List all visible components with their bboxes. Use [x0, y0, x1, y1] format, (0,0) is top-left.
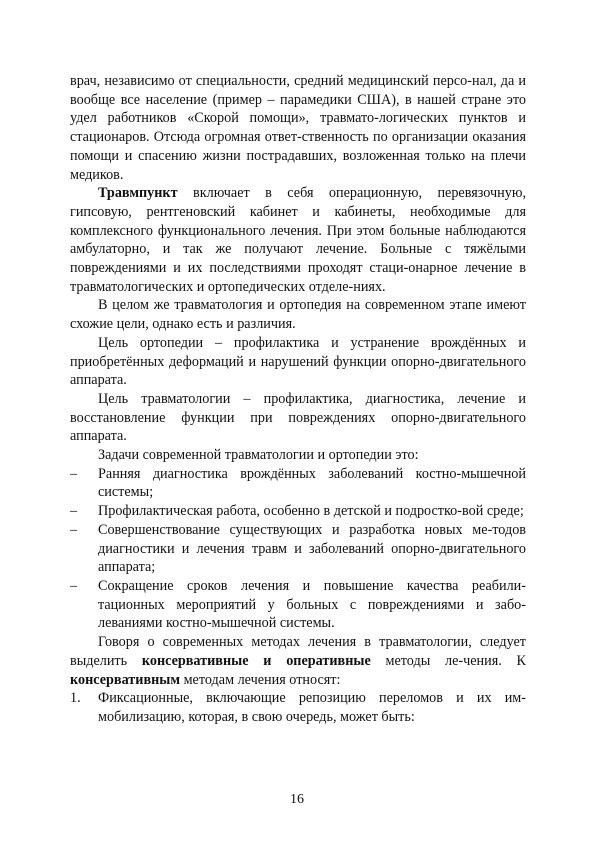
- list-item-text: Совершенствование существующих и разработка новых ме-тодов диагностики и лечения травм и заболеваний опорно-двигательного аппарата;: [98, 521, 526, 576]
- list-item: [70, 577, 526, 633]
- list-item: [70, 521, 526, 577]
- paragraph-treatment-methods: [70, 633, 526, 689]
- paragraph-text-part: методам лечения относят:: [180, 671, 341, 688]
- paragraph-trauma-center: [70, 184, 526, 296]
- paragraph-tasks-intro: Задачи современной травматологии и ортопедии это:: [98, 447, 419, 464]
- tasks-list: [70, 465, 526, 633]
- paragraph-orthopedics-goal: Цель ортопедии – профилактика и устранение врождённых и приобретённых деформаций и нарушений функции опорно-двигательного аппарата.: [70, 334, 526, 389]
- paragraph-text-part: Говоря о современных методах лечения в травматологии, следует выделить: [70, 634, 526, 669]
- methods-list: [70, 689, 526, 726]
- paragraph-intro: врач, независимо от специальности, средний медицинский персо-нал, да и вообще все население (пример – парамедики США), в нашей стране это удел работников «Скорой помощи», травмато-логических пунктов и стационаров. Отсюда огромная ответ-ственность по организации оказания помощи и спасению жизни пострадавших, возложенная только на плечи медиков.: [70, 73, 526, 183]
- list-item-text: Ранняя диагностика врождённых заболеваний костно-мышечной системы;: [98, 465, 526, 501]
- list-item-text: Сокращение сроков лечения и повышение качества реабили-тационных мероприятий у больных с повреждениями и забо-леваниями костно-мышечной системы.: [98, 577, 526, 632]
- list-dash: –: [70, 465, 78, 482]
- list-dash: –: [70, 521, 78, 538]
- paragraph-trauma-center-text: включает в себя операционную, перевязочную, гипсовую, рентгеновский кабинет и кабинеты, необходимые для комплексного функционального лечения. При этом больные наблюдаются амбулаторно, и так же получают лечение. Больные с тяжёлыми повреждениями и их последствиями проходят стаци-онарное лечение в травматологических и ортопедических отделе-ниях.: [70, 185, 526, 295]
- list-item: [70, 502, 526, 521]
- term-conservative: консервативным: [70, 671, 181, 688]
- term-conservative-operative: консервативные и оперативные: [141, 652, 371, 669]
- page-body: [70, 72, 526, 727]
- list-number: 1.: [70, 690, 81, 707]
- paragraph-goals-overview: В целом же травматология и ортопедия на современном этапе имеют схожие цели, однако есть и различия.: [70, 297, 526, 333]
- page-number: 16: [290, 792, 304, 807]
- list-item: [70, 689, 526, 726]
- list-dash: –: [70, 503, 78, 520]
- list-item-text: Фиксационные, включающие репозицию переломов и их им-мобилизацию, которая, в свою очередь, может быть:: [98, 690, 526, 725]
- term-trauma-center: Травмпункт: [98, 185, 178, 202]
- paragraph-text-part: методы ле-чения. К: [370, 652, 527, 669]
- list-item: [70, 465, 526, 502]
- list-dash: –: [70, 577, 78, 594]
- list-item-text: Профилактическая работа, особенно в детской и подростко-вой среде;: [98, 503, 524, 520]
- paragraph-traumatology-goal: Цель травматологии – профилактика, диагностика, лечение и восстановление функции при повреждениях опорно-двигательного аппарата.: [70, 390, 526, 445]
